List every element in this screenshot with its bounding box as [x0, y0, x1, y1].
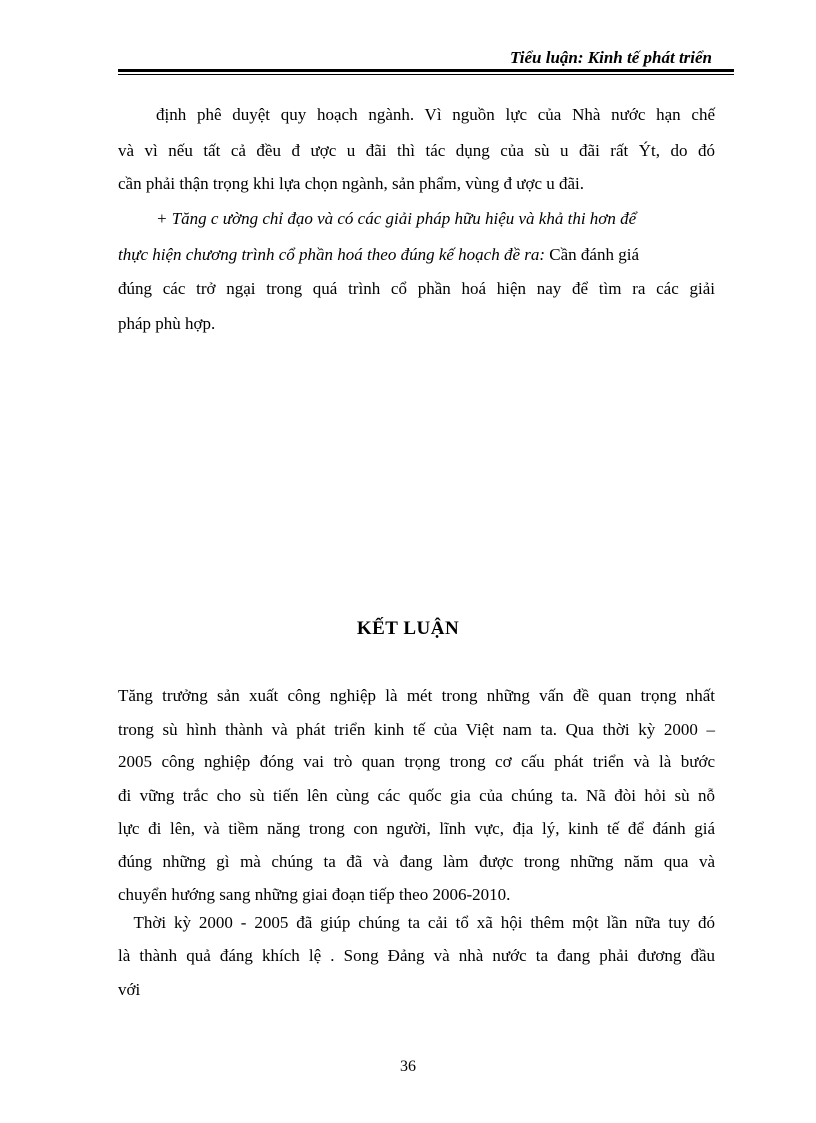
body-line: và vì nếu tất cả đều đ ược u đãi thì tác dụng của sù u đãi rất Ýt, do đó — [118, 141, 715, 160]
body-line: cần phải thận trọng khi lựa chọn ngành, sản phẩm, vùng đ ược u đãi. — [118, 174, 585, 193]
conclusion-line: chuyển hướng sang những giai đoạn tiếp theo 2006-2010. — [118, 885, 511, 904]
conclusion-line: với — [118, 980, 141, 999]
body-line: đúng các trở ngại trong quá trình cổ phần hoá hiện nay để tìm ra các giải — [118, 279, 715, 298]
conclusion-line: lực đi lên, và tiềm năng trong con người, lĩnh vực, địa lý, kinh tế để đánh giá — [118, 819, 715, 838]
item-regular-text: Cần đánh giá — [545, 245, 639, 264]
conclusion-line: 2005 công nghiệp đóng vai trò quan trọng trong cơ cấu phát triển và là bước — [118, 752, 715, 771]
body-line: định phê duyệt quy hoạch ngành. Vì nguồn lực của Nhà nước hạn chế — [156, 105, 715, 124]
page-number: 36 — [400, 1058, 416, 1075]
conclusion-line: đúng những gì mà chúng ta đã và đang làm được trong những năm qua và — [118, 852, 715, 871]
header-rule-thick — [118, 69, 734, 72]
conclusion-line: là thành quả đáng khích lệ . Song Đảng và nhà nước ta đang phải đương đầu — [118, 946, 715, 965]
header-title: Tiểu luận: Kinh tế phát triển — [510, 48, 712, 67]
item-mixed-line — [118, 244, 639, 266]
conclusion-line: Thời kỳ 2000 - 2005 đã giúp chúng ta cải tổ xã hội thêm một lần nữa tuy đó — [118, 913, 715, 932]
item-italic-line: + Tăng c ường chỉ đạo và có các giải pháp hữu hiệu và khả thi hơn để — [156, 209, 637, 228]
header-rule-thin — [118, 74, 734, 75]
page-header — [118, 48, 734, 78]
body-line: pháp phù hợp. — [118, 314, 216, 333]
conclusion-heading: KẾT LUẬN — [356, 618, 460, 639]
item-italic-text: thực hiện chương trình cổ phần hoá theo đúng kế hoạch đề ra: — [118, 245, 546, 264]
conclusion-line: Tăng trưởng sản xuất công nghiệp là mét trong những vấn đề quan trọng nhất — [118, 686, 715, 705]
conclusion-line: trong sù hình thành và phát triển kinh tế của Việt nam ta. Qua thời kỳ 2000 – — [118, 720, 715, 739]
conclusion-line: đi vững trắc cho sù tiến lên cùng các quốc gia của chúng ta. Nã đòi hỏi sù nỗ — [118, 786, 715, 805]
